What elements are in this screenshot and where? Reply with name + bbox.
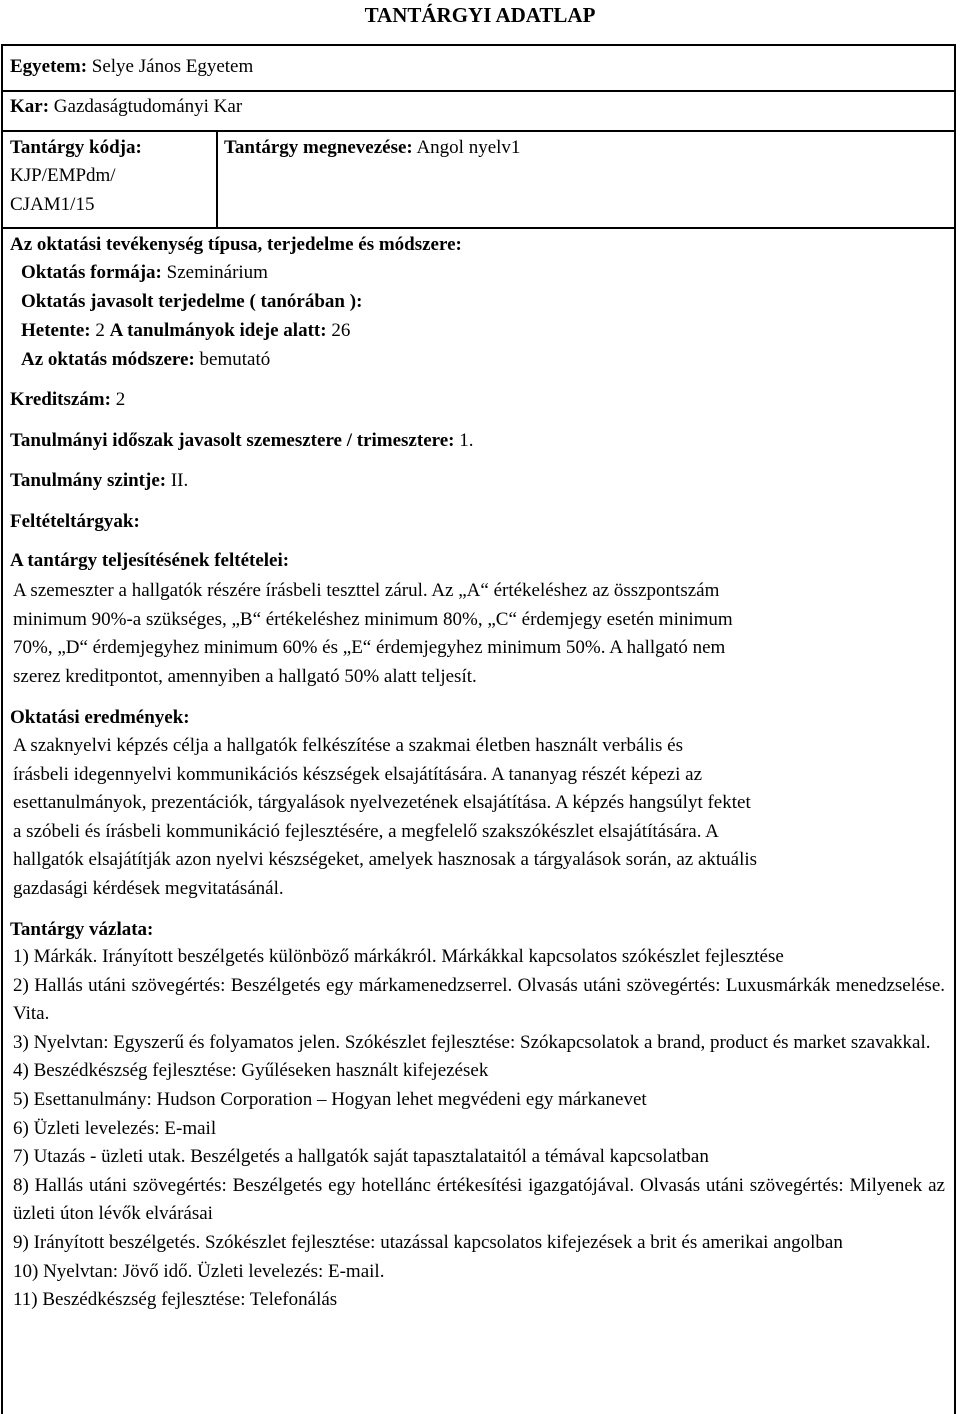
outcomes-line: gazdasági kérdések megvitatásánál. bbox=[13, 878, 284, 899]
outcomes-line: írásbeli idegennyelvi kommunikációs készségek elsajátítására. A tananyag részét képezi az bbox=[13, 764, 703, 785]
method-label: Az oktatás módszere: bbox=[21, 349, 195, 370]
level-value: II. bbox=[170, 470, 189, 491]
course-code-line: CJAM1/15 bbox=[10, 194, 95, 215]
outline-item: 9) Irányított beszélgetés. Szókészlet fejlesztése: utazással kapcsolatos kifejezések a brit és amerikai angolban bbox=[13, 1231, 843, 1253]
requirements-line: A szemeszter a hallgatók részére írásbeli teszttel zárul. Az „A“ értékeléshez az összpontszám bbox=[13, 580, 720, 601]
semester-label: Tanulmányi időszak javasolt szemesztere / trimesztere: bbox=[10, 430, 455, 451]
outline-heading: Tantárgy vázlata: bbox=[10, 919, 154, 940]
outcomes-line: A szaknyelvi képzés célja a hallgatók felkészítése a szakmai életben használt verbális és bbox=[13, 735, 683, 756]
column-divider bbox=[216, 130, 218, 227]
activity-scope-label: Oktatás javasolt terjedelme ( tanórában ): bbox=[21, 291, 363, 312]
university-row bbox=[10, 56, 253, 78]
row-divider bbox=[3, 130, 954, 132]
outline-item: 2) Hallás utáni szövegértés: Beszélgetés egy márkamenedzserrel. Olvasás utáni szövegértés: Luxusmárkák menedzselése. Vita. bbox=[13, 974, 945, 1025]
requirements-line: minimum 90%-a szükséges, „B“ értékeléshez minimum 80%, „C“ érdemjegy esetén minimum bbox=[13, 609, 733, 630]
total-label: A tanulmányok ideje alatt: bbox=[109, 320, 327, 341]
activity-hours-row bbox=[21, 320, 350, 342]
row-divider bbox=[3, 227, 954, 229]
course-name-row bbox=[224, 137, 520, 159]
level-row bbox=[10, 470, 188, 492]
outline-item: 10) Nyelvtan: Jövő idő. Üzleti levelezés: E-mail. bbox=[13, 1260, 385, 1282]
level-label: Tanulmány szintje: bbox=[10, 470, 167, 491]
faculty-row bbox=[10, 96, 242, 118]
activity-form-value: Szeminárium bbox=[166, 262, 268, 283]
activity-form-label: Oktatás formája: bbox=[21, 262, 162, 283]
outline-item: 6) Üzleti levelezés: E-mail bbox=[13, 1117, 217, 1139]
document-title: TANTÁRGYI ADATLAP bbox=[364, 3, 596, 27]
semester-row bbox=[10, 430, 473, 452]
semester-value: 1. bbox=[459, 430, 474, 451]
activity-method-row bbox=[21, 349, 270, 371]
outline-item: 8) Hallás utáni szövegértés: Beszélgetés egy hotellánc értékesítési igazgatójával. Olvasás utáni szövegértés: Milyenek az üzleti úton lévők elvárásai bbox=[13, 1174, 945, 1225]
requirements-line: szerez kreditpontot, amennyiben a hallgató 50% alatt teljesít. bbox=[13, 666, 477, 687]
prerequisites-label: Feltételtárgyak: bbox=[10, 511, 140, 532]
activity-heading: Az oktatási tevékenység típusa, terjedelme és módszere: bbox=[10, 234, 462, 255]
weekly-value: 2 bbox=[95, 320, 105, 341]
outline-item: 5) Esettanulmány: Hudson Corporation – Hogyan lehet megvédeni egy márkanevet bbox=[13, 1088, 647, 1110]
faculty-value: Gazdaságtudományi Kar bbox=[53, 96, 243, 117]
total-value: 26 bbox=[331, 320, 351, 341]
requirements-heading: A tantárgy teljesítésének feltételei: bbox=[10, 550, 290, 571]
outline-item: 1) Márkák. Irányított beszélgetés különböző márkákról. Márkákkal kapcsolatos szókészlet fejlesztése bbox=[13, 946, 784, 967]
faculty-label: Kar: bbox=[10, 96, 50, 117]
outline-list bbox=[13, 943, 945, 1315]
credits-row bbox=[10, 389, 125, 411]
university-label: Egyetem: bbox=[10, 56, 88, 77]
credits-label: Kreditszám: bbox=[10, 389, 111, 410]
course-name-value: Angol nyelv1 bbox=[416, 137, 521, 158]
course-name-label: Tantárgy megnevezése: bbox=[224, 137, 413, 158]
row-divider bbox=[3, 90, 954, 92]
credits-value: 2 bbox=[115, 389, 126, 410]
method-value: bemutató bbox=[199, 349, 271, 370]
outline-item: 3) Nyelvtan: Egyszerű és folyamatos jelen. Szókészlet fejlesztése: Szókapcsolatok a brand, product és market szavakkal. bbox=[13, 1031, 931, 1053]
course-code-line: KJP/EMPdm/ bbox=[10, 165, 116, 186]
outcomes-line: esettanulmányok, prezentációk, tárgyalások nyelvezetének elsajátítása. A képzés hangsúlyt fektet bbox=[13, 792, 751, 813]
outline-item: 11) Beszédkészség fejlesztése: Telefonálás bbox=[13, 1289, 338, 1311]
weekly-label: Hetente: bbox=[21, 320, 91, 341]
outcomes-line: a szóbeli és írásbeli kommunikáció fejlesztésére, a megfelelő szakszókészlet elsajátítására. A bbox=[13, 821, 719, 842]
requirements-line: 70%, „D“ érdemjegyhez minimum 60% és „E“ érdemjegyhez minimum 50%. A hallgató nem bbox=[13, 637, 726, 658]
activity-form-row bbox=[21, 262, 268, 284]
course-code-label: Tantárgy kódja: bbox=[10, 137, 142, 158]
outcomes-line: hallgatók elsajátítják azon nyelvi készségeket, amelyek hasznosak a tárgyalások során, az aktuális bbox=[13, 849, 758, 870]
outline-item: 4) Beszédkészség fejlesztése: Gyűléseken használt kifejezések bbox=[13, 1060, 489, 1082]
university-value: Selye János Egyetem bbox=[91, 56, 254, 77]
outcomes-heading: Oktatási eredmények: bbox=[10, 707, 190, 728]
outline-item: 7) Utazás - üzleti utak. Beszélgetés a hallgatók saját tapasztalataitól a témával kapcsolatban bbox=[13, 1146, 709, 1168]
